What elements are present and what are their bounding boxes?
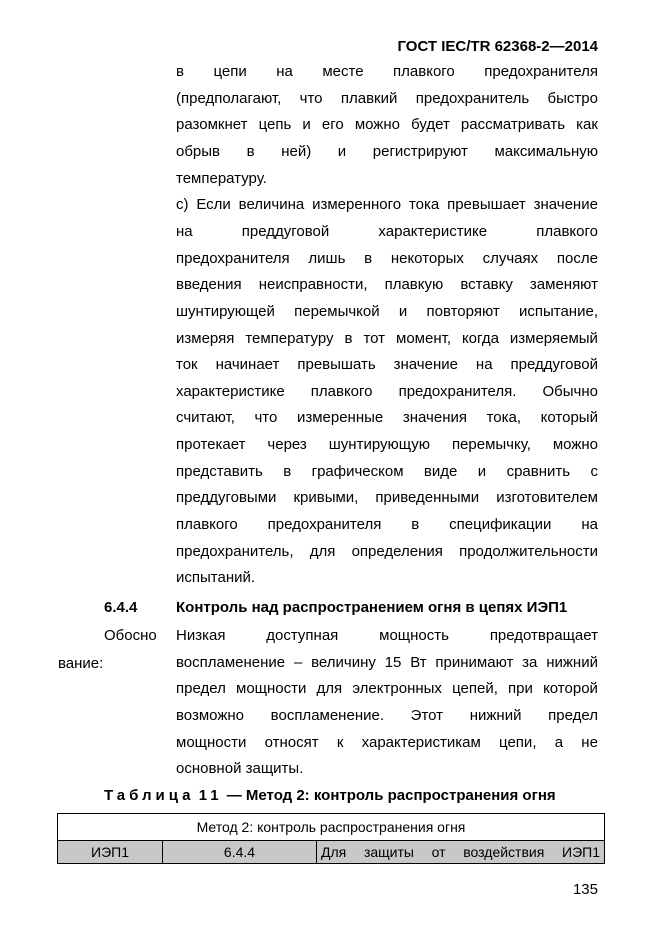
- word: ней): [281, 142, 312, 160]
- method-table: [57, 813, 605, 864]
- word: и: [398, 302, 408, 320]
- word: приведенными: [375, 489, 480, 507]
- word: которой: [543, 680, 598, 698]
- word: неисправности,: [258, 276, 368, 294]
- word: его: [321, 116, 344, 134]
- word: на: [276, 63, 293, 80]
- word: тот: [363, 329, 386, 347]
- word: ИЭП1: [562, 844, 600, 860]
- word: температуру.: [176, 169, 267, 187]
- word: изготовителем: [496, 489, 598, 507]
- word: продолжительности: [459, 542, 598, 560]
- word: испытание,: [518, 302, 598, 320]
- word: температуру: [245, 329, 334, 347]
- word: значение: [393, 356, 458, 374]
- word: с: [590, 462, 598, 480]
- word: Низкая: [176, 627, 226, 644]
- word: считают,: [176, 409, 235, 427]
- text-line: [176, 196, 598, 214]
- word: спецификации: [449, 516, 552, 534]
- word: мощность: [379, 627, 449, 644]
- word: месте: [322, 63, 364, 80]
- word: определения: [351, 542, 443, 560]
- word: некоторых: [390, 249, 464, 267]
- word: плавкого: [310, 382, 373, 400]
- text-line: [176, 569, 255, 587]
- word: заменяют: [529, 276, 598, 294]
- text-line: [176, 627, 598, 645]
- word: Вт: [410, 653, 427, 671]
- word: в: [283, 462, 292, 480]
- word: на: [475, 356, 493, 374]
- word: мощности: [176, 733, 247, 751]
- word: предохранитель: [415, 89, 530, 107]
- document-header: ГОСТ IEC/TR 62368-2—2014: [397, 38, 598, 55]
- word: что: [254, 409, 278, 427]
- word: что: [299, 89, 323, 107]
- word: цепей,: [452, 680, 498, 698]
- word: в: [411, 516, 420, 534]
- text-line: [176, 250, 598, 268]
- word: преддуговой: [241, 222, 330, 240]
- word: защиты.: [245, 760, 304, 778]
- text-line: [176, 734, 598, 752]
- word: когда: [461, 329, 499, 347]
- word: кривыми,: [293, 489, 359, 507]
- word: в: [246, 142, 255, 160]
- text-line: [176, 356, 598, 374]
- word: рассматривать: [460, 116, 566, 134]
- word: Обычно: [542, 382, 598, 400]
- word: момент,: [396, 329, 451, 347]
- word: который: [540, 409, 598, 427]
- word: предел: [176, 680, 226, 698]
- word: 15: [384, 653, 402, 671]
- table-caption-prefix: Таблица: [104, 787, 195, 804]
- word: лишь: [308, 249, 346, 267]
- word: в: [176, 63, 184, 80]
- word: предохранитель,: [176, 542, 294, 560]
- word: разомкнет: [176, 116, 248, 134]
- word: цепь: [258, 116, 292, 134]
- word: характеристикам: [361, 733, 481, 751]
- word: предотвращает: [489, 627, 598, 644]
- word: Этот: [410, 706, 444, 724]
- word: для: [316, 680, 343, 698]
- word: предел: [548, 706, 598, 724]
- word: обрыв: [176, 142, 221, 160]
- word: повторяют: [426, 302, 500, 320]
- text-line: [176, 330, 598, 348]
- text-line: [176, 707, 598, 725]
- word: к: [336, 733, 344, 751]
- word: цепи,: [499, 733, 537, 751]
- word: плавкую: [384, 276, 444, 294]
- word: при: [508, 680, 533, 698]
- word: вставку: [460, 276, 513, 294]
- word: сравнить: [506, 462, 571, 480]
- word: на: [581, 516, 598, 534]
- text-line: [176, 654, 598, 672]
- word: значение: [533, 196, 598, 214]
- word: шунтирующую: [328, 436, 430, 454]
- word: принимают: [435, 653, 514, 671]
- text-line: [176, 170, 267, 188]
- table-header-cell: Метод 2: контроль распространения огня: [58, 814, 605, 841]
- text-line: [176, 63, 598, 81]
- word: относят: [264, 733, 319, 751]
- word: мощности: [236, 680, 307, 698]
- word: плавкого: [536, 222, 598, 240]
- word: измеряемый: [509, 329, 598, 347]
- word: и: [477, 462, 487, 480]
- word: плавкого: [393, 63, 455, 80]
- rationale-label-part2: вание:: [58, 655, 104, 672]
- word: превышать: [297, 356, 376, 374]
- word: ток: [176, 356, 198, 374]
- word: преддуговыми: [176, 489, 277, 507]
- word: преддуговой: [510, 356, 598, 374]
- word: плавкого: [176, 516, 238, 534]
- word: Для: [321, 844, 347, 860]
- word: протекает: [176, 436, 246, 454]
- word: основной: [176, 760, 246, 778]
- word: введения: [176, 276, 242, 294]
- table-cell-description: [317, 841, 605, 864]
- table-caption: [104, 787, 556, 804]
- word: быстро: [547, 89, 598, 107]
- word: тока: [408, 196, 440, 214]
- section-number: 6.4.4: [104, 599, 138, 616]
- text-line: [176, 143, 598, 161]
- text-line: [176, 303, 598, 321]
- word: виде: [423, 462, 458, 480]
- table-caption-number: 11: [198, 787, 223, 804]
- text-line: [176, 436, 598, 454]
- text-line: [176, 516, 598, 534]
- word: в: [344, 329, 353, 347]
- word: после: [556, 249, 598, 267]
- table-cell-clause: 6.4.4: [163, 841, 317, 864]
- word: будет: [411, 116, 450, 134]
- word: воспламенение: [176, 653, 286, 671]
- text-line: [176, 409, 598, 427]
- word: через: [267, 436, 307, 454]
- word: воздействия: [463, 844, 545, 860]
- text-line: [176, 116, 598, 134]
- text-line: [176, 760, 303, 778]
- word: превышает: [447, 196, 526, 214]
- word: для: [309, 542, 336, 560]
- word: возможно: [176, 706, 244, 724]
- word: плавкий: [340, 89, 398, 107]
- word: и: [302, 116, 311, 134]
- word: нижний: [469, 706, 522, 724]
- rationale-label-part1: Обосно: [104, 627, 157, 644]
- text-line: [176, 680, 598, 698]
- text-line: [176, 90, 598, 108]
- word: как: [576, 116, 598, 134]
- word: –: [293, 653, 303, 671]
- word: шунтирующей: [176, 302, 275, 320]
- word: можно: [354, 116, 400, 134]
- text-line: [176, 463, 598, 481]
- word: предохранителя: [484, 63, 598, 80]
- word: предохранителя: [267, 516, 382, 534]
- word: можно: [552, 436, 598, 454]
- word: в: [364, 249, 373, 267]
- word: (предполагают,: [176, 89, 282, 107]
- word: тока,: [486, 409, 522, 427]
- word: значения: [402, 409, 467, 427]
- word: величина: [238, 196, 305, 214]
- table-caption-title: — Метод 2: контроль распространения огня: [226, 787, 556, 804]
- word: на: [176, 222, 193, 240]
- word: электронных: [352, 680, 442, 698]
- text-line: [176, 223, 598, 241]
- table-row: [58, 841, 605, 864]
- word: перемычкой: [294, 302, 380, 320]
- word: не: [581, 733, 598, 751]
- word: за: [522, 653, 538, 671]
- word: начинает: [215, 356, 280, 374]
- word: Если: [196, 196, 231, 214]
- word: представить: [176, 462, 263, 480]
- word: нижний: [546, 653, 598, 671]
- word: характеристике: [176, 382, 285, 400]
- word: предохранителя.: [398, 382, 517, 400]
- text-line: [176, 543, 598, 561]
- word: максимальную: [494, 142, 598, 160]
- word: а: [554, 733, 564, 751]
- word: перемычку,: [451, 436, 531, 454]
- text-line: [176, 276, 598, 294]
- word: цепи: [213, 63, 247, 80]
- word: измеренного: [312, 196, 402, 214]
- word: доступная: [266, 627, 339, 644]
- word: измеряя: [176, 329, 235, 347]
- word: предохранителя: [176, 249, 290, 267]
- word: защиты: [363, 844, 414, 860]
- word: воспламенение.: [270, 706, 384, 724]
- word: и: [337, 142, 347, 160]
- text-line: [176, 383, 598, 401]
- table-cell-class: ИЭП1: [58, 841, 163, 864]
- word: случаях: [482, 249, 539, 267]
- word: графическом: [311, 462, 404, 480]
- word: величину: [311, 653, 376, 671]
- page-number: 135: [572, 881, 598, 898]
- word: испытаний.: [176, 569, 256, 587]
- word: с): [176, 196, 189, 214]
- word: характеристике: [378, 222, 488, 240]
- text-line: [176, 489, 598, 507]
- word: от: [431, 844, 446, 860]
- section-title: Контроль над распространением огня в цепях ИЭП1: [176, 599, 568, 616]
- word: регистрируют: [372, 142, 468, 160]
- word: измеренные: [296, 409, 384, 427]
